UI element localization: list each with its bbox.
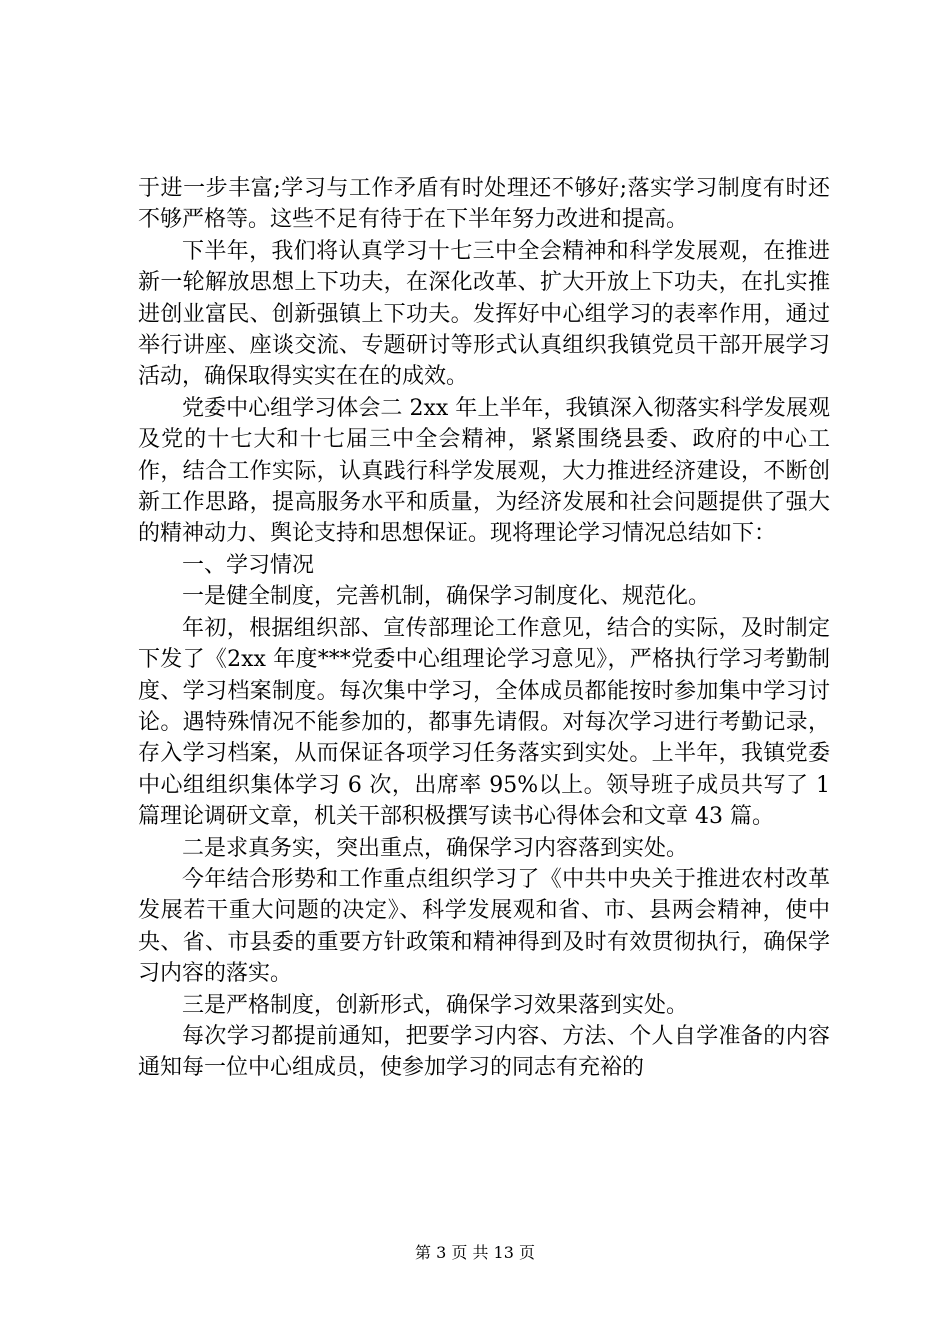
page-indicator: 第 3 页 共 13 页 (415, 1243, 535, 1262)
paragraph: 今年结合形势和工作重点组织学习了《中共中央关于推进农村改革发展若干重大问题的决定》、科学发展观和省、市、县两会精神，使中央、省、市县委的重要方针政策和精神得到及时有效贯彻执行，确保学习内容的落实。 (138, 866, 830, 987)
paragraph: 于进一步丰富;学习与工作矛盾有时处理还不够好;落实学习制度有时还不够严格等。这些不足有待于在下半年努力改进和提高。 (138, 176, 830, 233)
paragraph: 党委中心组学习体会二 2xx 年上半年，我镇深入彻落实科学发展观及党的十七大和十七届三中全会精神，紧紧围绕县委、政府的中心工作，结合工作实际，认真践行科学发展观，大力推进经济建设，不断创新工作思路，提高服务水平和质量，为经济发展和社会问题提供了强大的精神动力、舆论支持和思想保证。现将理论学习情况总结如下： (138, 395, 830, 547)
document-body (138, 173, 830, 1084)
subsection-heading: 二是求真务实，突出重点，确保学习内容落到实处。 (182, 835, 689, 861)
paragraph: 每次学习都提前通知，把要学习内容、方法、个人自学准备的内容通知每一位中心组成员，使参加学习的同志有充裕的 (138, 1023, 830, 1081)
subsection-heading: 一是健全制度，完善机制，确保学习制度化、规范化。 (182, 584, 711, 610)
page-footer (0, 1240, 950, 1263)
subsection-heading: 三是严格制度，创新形式，确保学习效果落到实处。 (182, 992, 689, 1018)
paragraph: 年初，根据组织部、宣传部理论工作意见，结合的实际，及时制定下发了《2xx 年度***党委中心组理论学习意见》，严格执行学习考勤制度、学习档案制度。每次集中学习，全体成员都能按时参加集中学习讨论。遇特殊情况不能参加的，都事先请假。对每次学习进行考勤记录，存入学习档案，从而保证各项学习任务落实到实处。上半年，我镇党委中心组组织集体学习 6 次，出席率 95%以上。领导班子成员共写了 1 篇理论调研文章，机关干部积极撰写读书心得体会和文章 43 篇。 (138, 615, 830, 830)
paragraph: 下半年，我们将认真学习十七三中全会精神和科学发展观，在推进新一轮解放思想上下功夫，在深化改革、扩大开放上下功夫，在扎实推进创业富民、创新强镇上下功夫。发挥好中心组学习的表率作用，通过举行讲座、座谈交流、专题研讨等形式认真组织我镇党员干部开展学习活动，确保取得实实在在的成效。 (138, 238, 830, 390)
section-heading: 一、学习情况 (182, 552, 315, 578)
